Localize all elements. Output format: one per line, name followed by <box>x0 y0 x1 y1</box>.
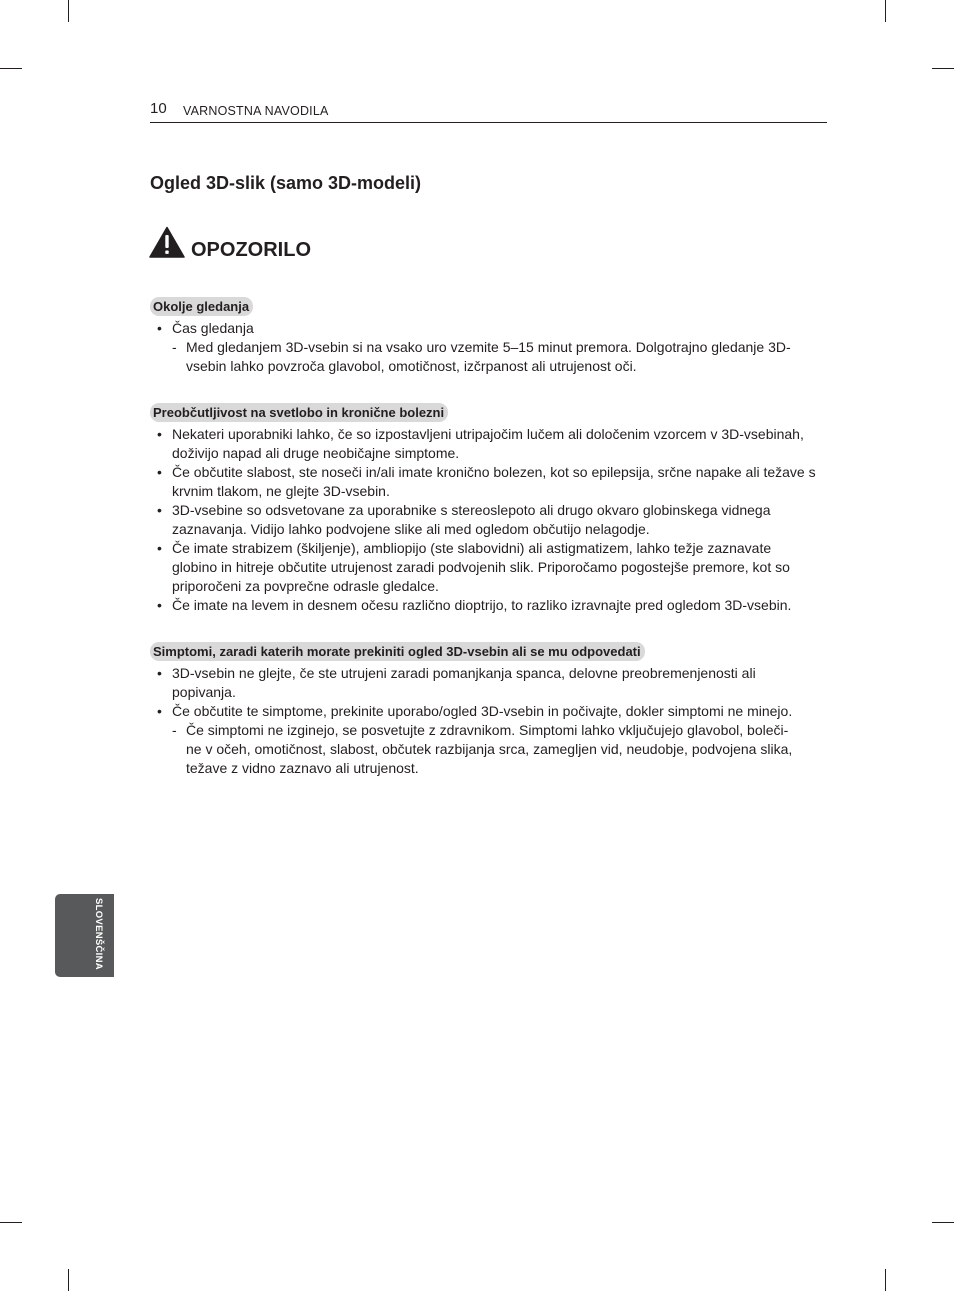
crop-mark <box>0 68 22 69</box>
crop-mark <box>932 68 954 69</box>
warning-label: OPOZORILO <box>191 239 311 261</box>
subitem-text: Med gledanjem 3D-vsebin si na vsako uro vzemite 5–15 minut premora. Dolgotrajno gledanje 3D- vsebin lahko povzroča glavobol, omotičnost, izčrpanost ali utrujenost oči. <box>186 339 791 374</box>
bullet-text: Čas gledanja <box>172 320 254 336</box>
bullet-text: Nekateri uporabniki lahko, če so izpostavljeni utripajočim lučem ali določenim vzorcem v 3D-vsebinah, doživijo napad ali druge neobičajne simptome. <box>172 426 804 461</box>
bullet-marker: • <box>157 426 162 442</box>
running-title: VARNOSTNA NAVODILA <box>183 104 329 118</box>
bullet-text: Če občutite slabost, ste noseči in/ali imate kronično bolezen, kot so epilepsija, srčne napake ali težave s krvnim tlakom, ne glejte 3D-vsebin. <box>172 464 816 499</box>
bullet-marker: • <box>157 464 162 480</box>
group-heading-photosensitivity: Preobčutljivost na svetlobo in kronične bolezni <box>150 403 448 422</box>
bullet-text: Če imate na levem in desnem očesu različno dioptrijo, to razliko izravnajte pred ogledom 3D-vsebin. <box>172 597 792 613</box>
dash-marker: - <box>172 339 177 355</box>
language-tab-label: SLOVENŠČINA <box>93 898 104 970</box>
bullet-text: 3D-vsebine so odsvetovane za uporabnike s stereoslepoto ali drugo okvaro globinskega vidnega zaznavanja. Vidijo lahko podvojene slike ali med ogledom občutijo nelagodje. <box>172 502 771 537</box>
page-number: 10 <box>150 100 167 117</box>
bullet-marker: • <box>157 665 162 681</box>
bullet-marker: • <box>157 703 162 719</box>
bullet-text: Če imate strabizem (škiljenje), ambliopijo (ste slabovidni) ali astigmatizem, lahko težje zaznavate globino in hitreje občutite utrujenost zaradi podvojenih slik. Priporočamo pogostejše premore, kot so priporočeni za povprečne odrasle gledalce. <box>172 540 790 594</box>
section-title: Ogled 3D-slik (samo 3D-modeli) <box>150 173 422 193</box>
dash-marker: - <box>172 722 177 738</box>
crop-mark <box>932 1222 954 1223</box>
crop-mark <box>68 1269 69 1291</box>
bullet-text: 3D-vsebin ne glejte, če ste utrujeni zaradi pomanjkanja spanca, delovne preobremenjenosti ali popivanja. <box>172 665 756 700</box>
crop-mark <box>0 1222 22 1223</box>
subitem-text: Če simptomi ne izginejo, se posvetujte z zdravnikom. Simptomi lahko vključujejo glavobol, boleči- ne v očeh, omotičnost, slabost, občutek razbijanja srca, zamegljen vid, neudobje, podvojena slika, težave z vidno zaznavo ali utrujenost. <box>186 722 793 776</box>
bullet-marker: • <box>157 597 162 613</box>
page-header <box>150 100 827 123</box>
language-side-tab <box>55 894 114 977</box>
warning-triangle-icon <box>149 226 185 258</box>
bullet-marker: • <box>157 540 162 556</box>
bullet-marker: • <box>157 320 162 336</box>
group-heading-symptoms: Simptomi, zaradi katerih morate prekiniti ogled 3D-vsebin ali se mu odpovedati <box>150 642 645 661</box>
crop-mark <box>68 0 69 22</box>
crop-mark <box>885 1269 886 1291</box>
bullet-text: Če občutite te simptome, prekinite uporabo/ogled 3D-vsebin in počivajte, dokler simptomi ne minejo. <box>172 703 793 719</box>
bullet-marker: • <box>157 502 162 518</box>
crop-mark <box>885 0 886 22</box>
group-heading-viewing-environment: Okolje gledanja <box>150 297 253 316</box>
